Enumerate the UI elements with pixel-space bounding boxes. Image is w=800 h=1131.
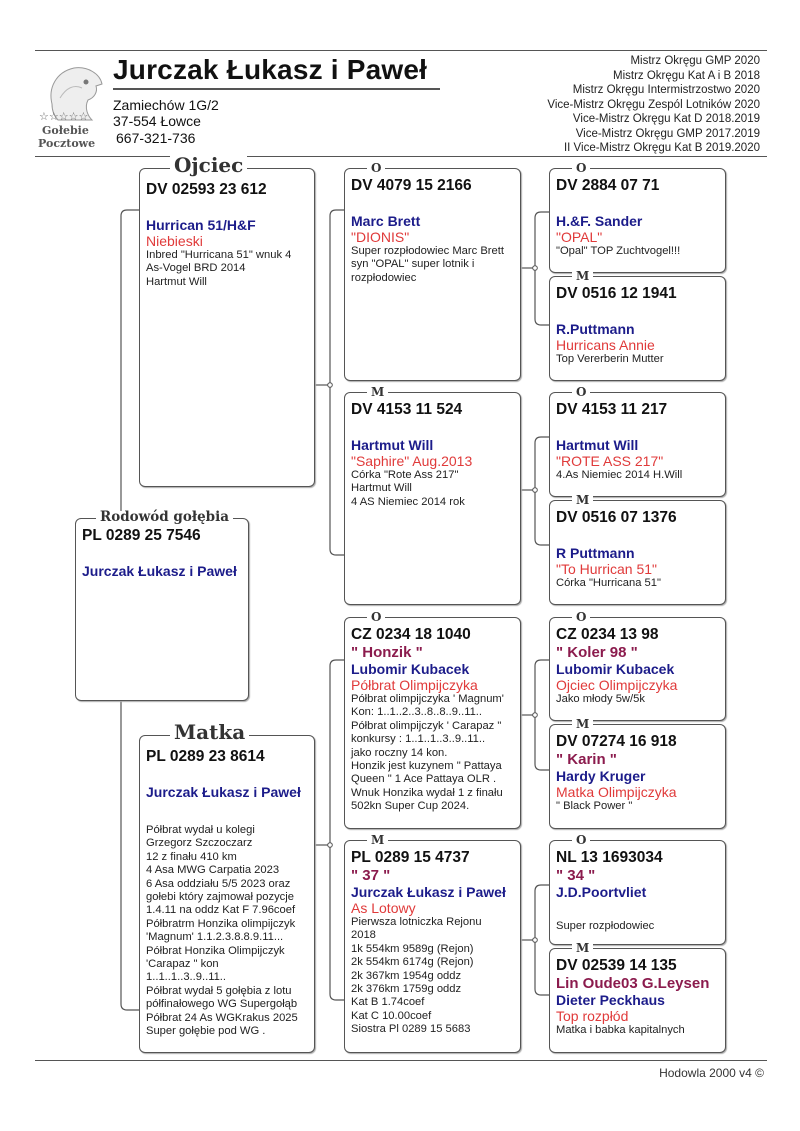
owner-name: Hartmut Will xyxy=(351,437,434,453)
spacer xyxy=(556,419,721,437)
color-description: Półbrat Olimpijczyka xyxy=(351,677,478,693)
connector-node xyxy=(328,383,333,388)
owner-name: R Puttmann xyxy=(556,545,635,561)
connector-line xyxy=(330,660,344,1000)
owner-name: Hardy Kruger xyxy=(556,768,646,784)
notes-text: " Black Power " xyxy=(556,800,633,812)
pedigree-card-sd[interactable] xyxy=(344,385,521,605)
pedigree-card-ds[interactable] xyxy=(344,610,521,829)
color-description: Top rozpłód xyxy=(556,1008,629,1024)
spacer xyxy=(556,303,721,321)
pedigree-card-dss[interactable] xyxy=(549,610,726,721)
svg-text:☆☆☆☆☆: ☆☆☆☆☆ xyxy=(39,110,89,123)
title-line: Vice-Mistrz Okręgu GMP 2017.2019 xyxy=(575,127,760,140)
card-label: M xyxy=(367,834,388,846)
connector-node xyxy=(328,843,333,848)
card-label: M xyxy=(572,270,593,282)
owner-name: Hartmut Will xyxy=(556,437,639,453)
title-line: Vice-Mistrz Okręgu Kat D 2018.2019 xyxy=(572,113,760,125)
pedigree-card-dsd[interactable] xyxy=(549,717,726,829)
spacer xyxy=(556,527,721,545)
owner-name: Lubomir Kubacek xyxy=(351,661,470,677)
ring-number: DV 2884 07 71 xyxy=(556,177,660,194)
card-label: Ojciec xyxy=(170,155,247,175)
title-line: Mistrz Okręgu GMP 2020 xyxy=(630,55,760,67)
spacer xyxy=(351,419,516,437)
card-label: O xyxy=(572,611,590,623)
ring-number: PL 0289 23 8614 xyxy=(146,748,265,765)
pedigree-card-dam[interactable] xyxy=(139,720,315,1053)
ring-number: PL 0289 15 4737 xyxy=(351,849,470,866)
card-label: O xyxy=(572,834,590,846)
title-line: Mistrz Okręgu Intermistrzostwo 2020 xyxy=(572,84,760,96)
spacer xyxy=(82,545,244,563)
pedigree-card-dd[interactable] xyxy=(344,833,521,1053)
color-description: As Lotowy xyxy=(351,900,416,916)
owner-name: Hurrican 51/H&F xyxy=(146,217,256,233)
notes-text: Super rozpłodowiec xyxy=(556,920,655,932)
pedigree-card-ddd[interactable] xyxy=(549,941,726,1053)
pedigree-card-ss[interactable] xyxy=(344,161,521,381)
ring-number: DV 4153 11 524 xyxy=(351,401,463,418)
connector-node xyxy=(533,938,538,943)
pigeon-name: " 37 " xyxy=(351,867,391,884)
card-label: M xyxy=(367,386,388,398)
card-label: O xyxy=(367,162,385,174)
notes-text: Matka i babka kapitalnych xyxy=(556,1024,685,1036)
notes-text: Półbrat wydał u kolegi Grzegorz Szczoczarz 12 z finału 410 km 4 Asa MWG Carpatia 2023 6 Asa oddziału 5/5 2023 oraz gołebi który zajmował pozycje 1.4.11 na oddz Kat F 7.96coef Półbratrm Honzika olimpijczyk 'Magnum' 1.1.2.3.8.8.9.11... Półbrat Honzika Olimpijczyk 'Carapaz " kon 1..1..1..3..9..11.. Półbrat wydał 5 gołębia z lotu półfinałowego WG Supergołąb Półbrat 24 As WGKrakus 2025 Super gołębie pod WG . xyxy=(146,824,298,1038)
card-label: O xyxy=(572,162,590,174)
pedigree-card-sds[interactable] xyxy=(549,385,726,497)
title-line: Vice-Mistrz Okręgu Zespól Lotników 2020 xyxy=(547,98,760,111)
spacer xyxy=(146,199,310,217)
notes-text: Top Vererberin Mutter xyxy=(556,353,664,365)
color-description: Ojciec Olimpijczyka xyxy=(556,677,678,693)
software-credit: Hodowla 2000 v4 © xyxy=(659,1066,764,1080)
color-description: "Saphire" Aug.2013 xyxy=(351,453,473,469)
svg-text:Gołebie: Gołebie xyxy=(42,124,89,137)
notes-text: Córka "Hurricana 51" xyxy=(556,577,661,589)
color-description: Matka Olimpijczyka xyxy=(556,784,677,800)
color-description: Niebieski xyxy=(146,233,203,249)
color-description: "ROTE ASS 217" xyxy=(556,453,664,469)
title-line: Mistrz Okręgu Kat A i B 2018 xyxy=(612,69,760,82)
ring-number: DV 0516 07 1376 xyxy=(556,509,677,526)
spacer xyxy=(146,800,310,824)
ring-number: CZ 0234 13 98 xyxy=(556,626,659,643)
svg-text:Pocztowe: Pocztowe xyxy=(38,137,96,150)
notes-text: Córka "Rote Ass 217" Hartmut Will 4 AS Niemiec 2014 rok xyxy=(351,469,465,508)
connector-node xyxy=(533,713,538,718)
pedigree-card-dds[interactable] xyxy=(549,833,726,945)
owner-name: H.&F. Sander xyxy=(556,213,643,229)
phone: 667-321-736 xyxy=(116,130,196,146)
pedigree-card-subject[interactable] xyxy=(75,509,249,701)
color-description: "To Hurrican 51" xyxy=(556,561,657,577)
ring-number: CZ 0234 18 1040 xyxy=(351,626,471,643)
card-label: O xyxy=(572,386,590,398)
notes-text: Jako młody 5w/5k xyxy=(556,693,645,705)
ring-number: PL 0289 25 7546 xyxy=(82,527,201,544)
owner-name: J.D.Poortvliet xyxy=(556,884,647,900)
spacer xyxy=(556,900,721,920)
pedigree-card-sss[interactable] xyxy=(549,161,726,273)
ring-number: DV 07274 16 918 xyxy=(556,733,677,750)
notes-text: 4.As Niemiec 2014 H.Will xyxy=(556,469,683,481)
pigeon-name: Lin Oude03 G.Leysen xyxy=(556,975,710,992)
breeder-name: Jurczak Łukasz i Paweł xyxy=(113,54,428,85)
ring-number: NL 13 1693034 xyxy=(556,849,663,866)
card-label: O xyxy=(367,611,385,623)
connector-line xyxy=(330,210,344,555)
pedigree-card-sdd[interactable] xyxy=(549,493,726,605)
owner-name: Jurczak Łukasz i Paweł xyxy=(146,784,301,800)
pigeon-name: " 34 " xyxy=(556,867,596,884)
ring-number: DV 02539 14 135 xyxy=(556,957,677,974)
pigeon-name: " Karin " xyxy=(556,751,617,768)
pedigree-card-ssd[interactable] xyxy=(549,269,726,381)
ring-number: DV 02593 23 612 xyxy=(146,181,267,198)
pigeon-name: " Koler 98 " xyxy=(556,644,638,661)
card-label: M xyxy=(572,718,593,730)
title-line: II Vice-Mistrz Okręgu Kat B 2019.2020 xyxy=(563,142,760,154)
spacer xyxy=(556,195,721,213)
owner-name: Jurczak Łukasz i Paweł xyxy=(82,563,237,579)
color-description: Hurricans Annie xyxy=(556,337,655,353)
card-label: M xyxy=(572,942,593,954)
card-label: M xyxy=(572,494,593,506)
card-label: Rodowód gołębia xyxy=(96,511,233,525)
owner-name: Dieter Peckhaus xyxy=(556,992,665,1008)
ring-number: DV 0516 12 1941 xyxy=(556,285,677,302)
notes-text: Inbred "Hurricana 51" wnuk 4 As-Vogel BRD 2014 Hartmut Will xyxy=(146,249,292,288)
pigeon-name: " Honzik " xyxy=(351,644,423,661)
pedigree-card-sire[interactable] xyxy=(139,153,315,487)
ring-number: DV 4079 15 2166 xyxy=(351,177,472,194)
address-city: 37-554 Łowce xyxy=(113,113,201,129)
color-description: "OPAL" xyxy=(556,229,603,245)
notes-text: "Opal" TOP Zuchtvogel!!! xyxy=(556,245,681,257)
owner-name: Marc Brett xyxy=(351,213,421,229)
color-description: "DIONIS" xyxy=(351,229,410,245)
card-label: Matka xyxy=(170,722,249,742)
address-street: Zamiechów 1G/2 xyxy=(113,97,219,113)
connector-node xyxy=(533,266,538,271)
ring-number: DV 4153 11 217 xyxy=(556,401,668,418)
notes-text: Super rozpłodowiec Marc Brett syn "OPAL" super lotnik i rozpłodowiec xyxy=(351,245,504,284)
owner-name: R.Puttmann xyxy=(556,321,635,337)
notes-text: Półbrat olimpijczyka ' Magnum' Kon: 1..1..2..3..8..8..9..11.. Półbrat olimpijczyk ' Carapaz " konkursy : 1..1..1..3..9..11.. jako roczny 14 kon. Honzik jest kuzynem " Pattaya Queen " 1 Ace Pattaya OLR . Wnuk Honzika wydał 1 z finału 502kn Super Cup 2024. xyxy=(351,693,504,813)
connector-node xyxy=(533,488,538,493)
owner-name: Lubomir Kubacek xyxy=(556,661,675,677)
owner-name: Jurczak Łukasz i Paweł xyxy=(351,884,506,900)
spacer xyxy=(146,766,310,784)
spacer xyxy=(351,195,516,213)
notes-text: Pierwsza lotniczka Rejonu 2018 1k 554km 9589g (Rejon) 2k 554km 6174g (Rejon) 2k 367km 1954g oddz 2k 376km 1759g oddz Kat B 1.74coef Kat C 10.00coef Siostra Pl 0289 15 5683 xyxy=(351,916,482,1036)
